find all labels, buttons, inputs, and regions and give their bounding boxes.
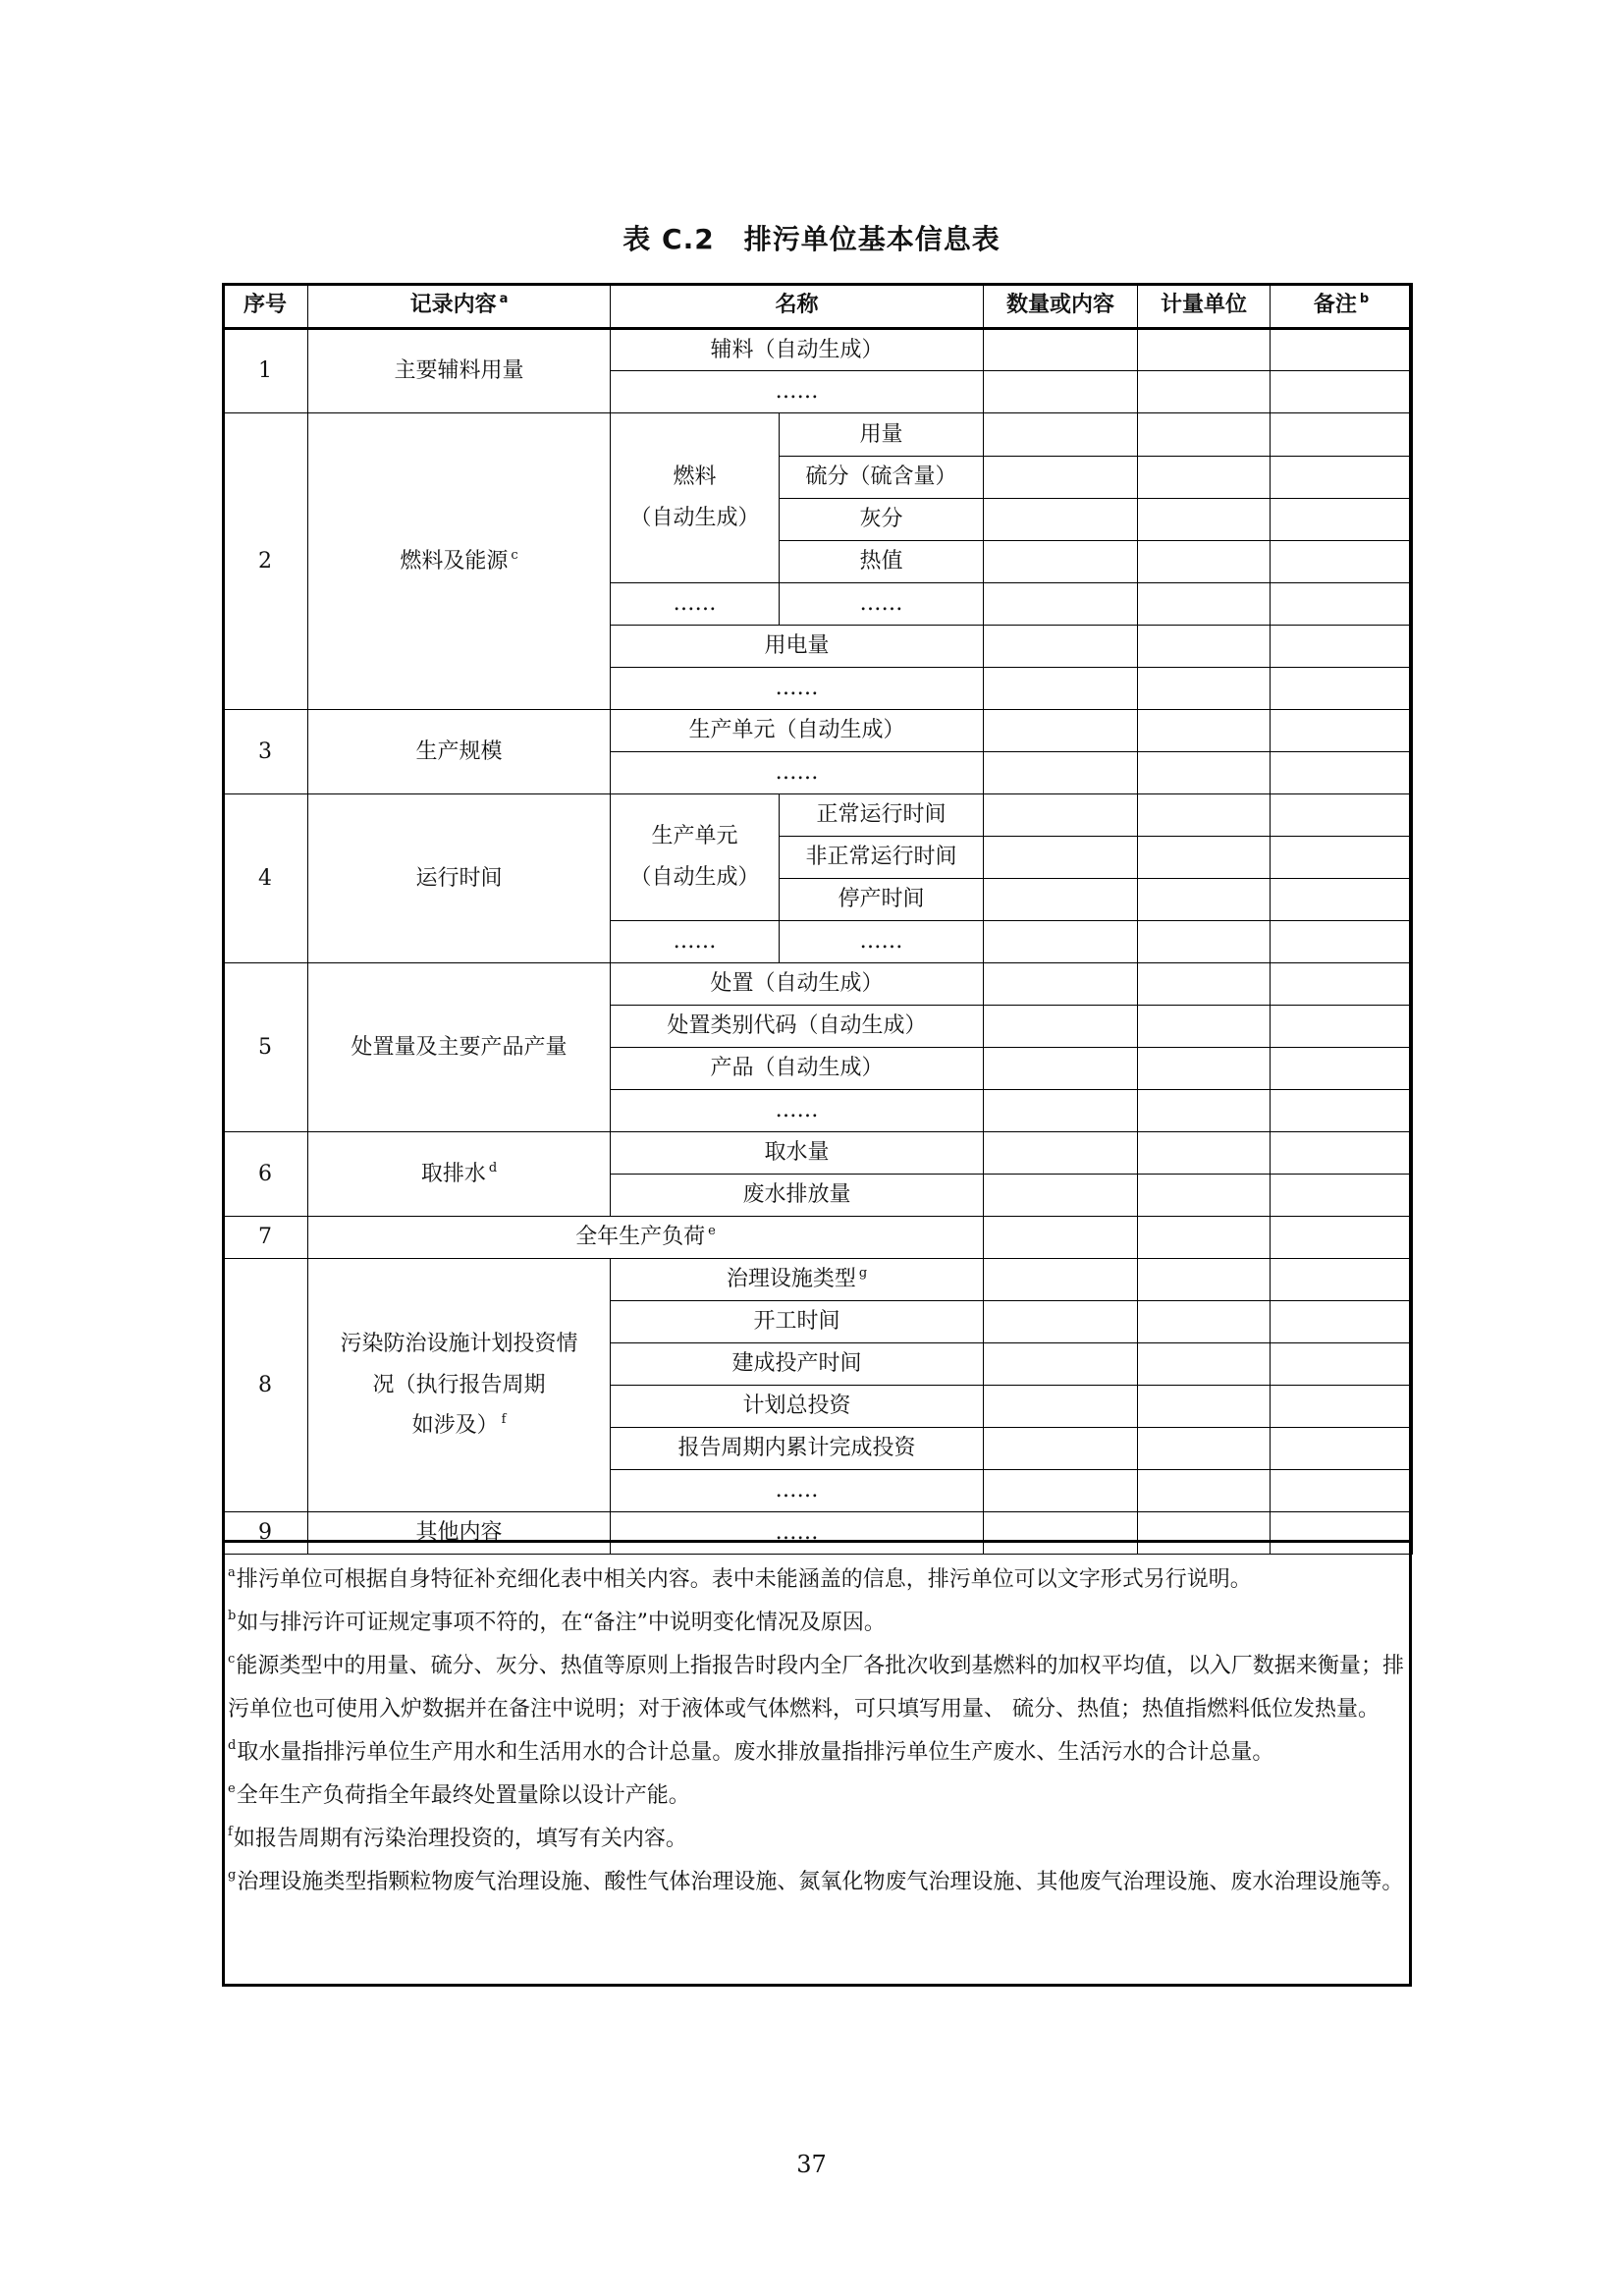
- name-cell: 建成投产时间: [611, 1343, 984, 1386]
- name-cell: ……: [611, 668, 984, 710]
- name-cell: 取水量: [611, 1132, 984, 1175]
- content-cell: 燃料及能源 $^c$: [308, 413, 611, 710]
- name-cell: 用电量: [611, 626, 984, 668]
- content-cell: 其他内容: [308, 1512, 611, 1555]
- page-number: 37: [796, 2151, 827, 2178]
- seq-cell: 8: [223, 1259, 308, 1512]
- sub-name-cell: 正常运行时间: [780, 794, 984, 837]
- name-cell: ……: [611, 1090, 984, 1132]
- seq-cell: 4: [223, 794, 308, 963]
- seq-cell: 3: [223, 710, 308, 794]
- name-cell: 计划总投资: [611, 1386, 984, 1428]
- table-caption: 排污单位基本信息表: [743, 223, 1001, 255]
- header-remark: 备注 $^b$: [1271, 284, 1413, 329]
- content-cell: 处置量及主要产品产量: [308, 963, 611, 1132]
- note-g: $^g$治理设施类型指颗粒物废气治理设施、酸性气体治理设施、氮氧化物废气治理设施、其他废气治理设施、废水治理设施等。: [228, 1868, 1404, 1894]
- content-cell: 运行时间: [308, 794, 611, 963]
- name-cell: ……: [611, 1512, 984, 1555]
- sub-name-cell: 停产时间: [780, 879, 984, 921]
- name-cell: 辅料（自动生成）: [611, 329, 984, 371]
- content-cell: 生产规模: [308, 710, 611, 794]
- seq-cell: 7: [223, 1217, 308, 1259]
- name-cell: 生产单元（自动生成）: [611, 710, 984, 752]
- seq-cell: 2: [223, 413, 308, 710]
- content-cell: 取排水 $^d$: [308, 1132, 611, 1217]
- sub-name-cell: 灰分: [780, 499, 984, 541]
- table-frame: [222, 283, 1412, 1987]
- name-cell: 开工时间: [611, 1301, 984, 1343]
- name-cell: 报告周期内累计完成投资: [611, 1428, 984, 1470]
- seq-cell: 9: [223, 1512, 308, 1555]
- note-e: $^e$全年生产负荷指全年最终处置量除以设计产能。: [228, 1781, 690, 1808]
- sub-name-cell: 硫分（硫含量）: [780, 457, 984, 499]
- note-c: $^c$能源类型中的用量、硫分、灰分、热值等原则上指报告时段内全厂各批次收到基燃料的加权平均值，以入厂数据来衡量；排污单位也可使用入炉数据并在备注中说明；对于液体或气体燃料，可只填写用量、 硫分、热值；热值指燃料低位发热量。: [228, 1652, 1404, 1722]
- content-cell: 全年生产负荷 $^e$: [308, 1217, 984, 1259]
- ellipsis-cell: ……: [611, 583, 780, 626]
- note-b: $^b$如与排污许可证规定事项不符的，在“备注”中说明变化情况及原因。: [228, 1609, 886, 1635]
- header-unit: 计量单位: [1138, 284, 1271, 329]
- header-seq: 序号: [223, 284, 308, 329]
- note-a: $^a$排污单位可根据自身特征补充细化表中相关内容。表中未能涵盖的信息，排污单位可以文字形式另行说明。: [228, 1565, 1252, 1592]
- ellipsis-cell: ……: [780, 583, 984, 626]
- table-number: 表 C.2: [622, 223, 715, 255]
- header-qty: 数量或内容: [984, 284, 1138, 329]
- sub-name-cell: 热值: [780, 541, 984, 583]
- name-cell: 废水排放量: [611, 1175, 984, 1217]
- seq-cell: 6: [223, 1132, 308, 1217]
- name-cell: ……: [611, 1470, 984, 1512]
- ellipsis-cell: ……: [611, 921, 780, 963]
- note-d: $^d$取水量指排污单位生产用水和生活用水的合计总量。废水排放量指排污单位生产废水、生活污水的合计总量。: [228, 1738, 1274, 1765]
- content-cell: 主要辅料用量: [308, 329, 611, 413]
- table-title: [0, 218, 1623, 257]
- name-cell: 产品（自动生成）: [611, 1048, 984, 1090]
- fuel-cell: 燃料 （自动生成）: [611, 413, 780, 583]
- sub-name-cell: 非正常运行时间: [780, 837, 984, 879]
- header-name: 名称: [611, 284, 984, 329]
- header-content: 记录内容 $^a$: [308, 284, 611, 329]
- ellipsis-cell: ……: [780, 921, 984, 963]
- note-f: $^f$如报告周期有污染治理投资的，填写有关内容。: [228, 1825, 687, 1851]
- name-cell: 治理设施类型 $^g$: [611, 1259, 984, 1301]
- content-cell: 污染防治设施计划投资情 况（执行报告周期 如涉及） $^f$: [308, 1259, 611, 1512]
- seq-cell: 1: [223, 329, 308, 413]
- name-cell: ……: [611, 752, 984, 794]
- name-cell: ……: [611, 371, 984, 413]
- unit-group-cell: 生产单元 （自动生成）: [611, 794, 780, 921]
- name-cell: 处置（自动生成）: [611, 963, 984, 1006]
- seq-cell: 5: [223, 963, 308, 1132]
- name-cell: 处置类别代码（自动生成）: [611, 1006, 984, 1048]
- sub-name-cell: 用量: [780, 413, 984, 457]
